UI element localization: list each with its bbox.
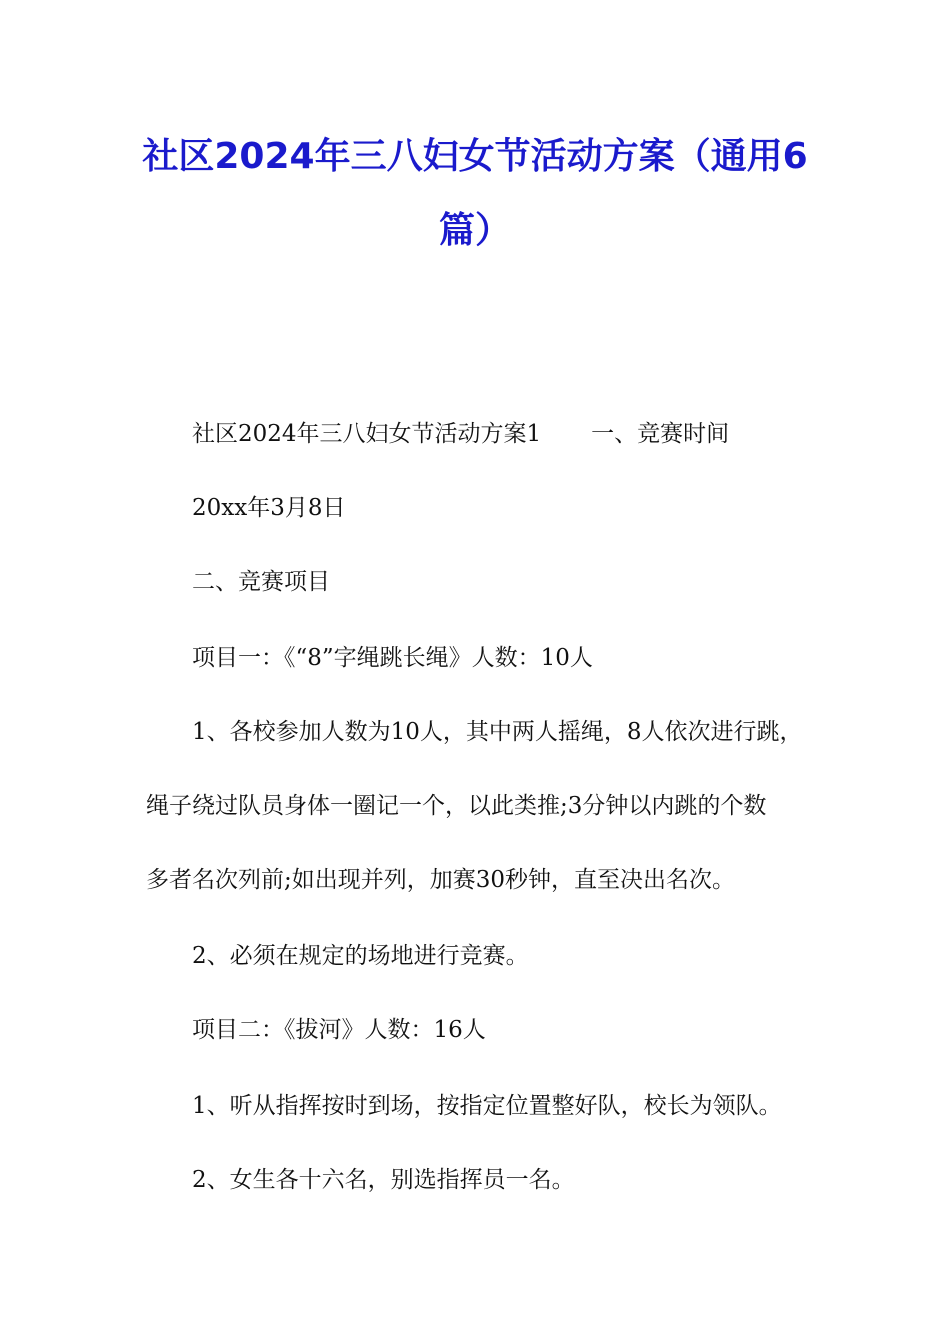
item2-rule1: 1、听从指挥按时到场，按指定位置整好队，校长为领队。 xyxy=(192,1093,782,1119)
item1-rule1-line1: 1、各校参加人数为10人，其中两人摇绳，8人依次进行跳， xyxy=(192,719,803,745)
document-title xyxy=(100,120,850,268)
item1-rule2: 2、必须在规定的场地进行竞赛。 xyxy=(192,943,529,969)
title-line-1: 社区2024年三八妇女节活动方案（通用6 xyxy=(142,136,808,177)
plan-heading-paragraph xyxy=(192,419,729,449)
date-paragraph: 20xx年3月8日 xyxy=(192,495,346,521)
item1-title: 项目一：《“8”字绳跳长绳》人数：10人 xyxy=(192,645,593,671)
item1-rule1-line2: 绳子绕过队员身体一圈记一个，以此类推;3分钟以内跳的个数 xyxy=(146,793,767,819)
item2-title: 项目二：《拔河》人数：16人 xyxy=(192,1017,486,1043)
item1-rule1-line3: 多者名次列前;如出现并列，加赛30秒钟，直至决出名次。 xyxy=(146,867,736,893)
plan-heading: 社区2024年三八妇女节活动方案1 xyxy=(192,421,542,447)
section-heading-time: 一、竞赛时间 xyxy=(591,421,730,447)
section-heading-items: 二、竞赛项目 xyxy=(192,569,330,595)
title-line-2: 篇） xyxy=(438,210,511,251)
item2-rule2: 2、女生各十六名，别选指挥员一名。 xyxy=(192,1167,575,1193)
